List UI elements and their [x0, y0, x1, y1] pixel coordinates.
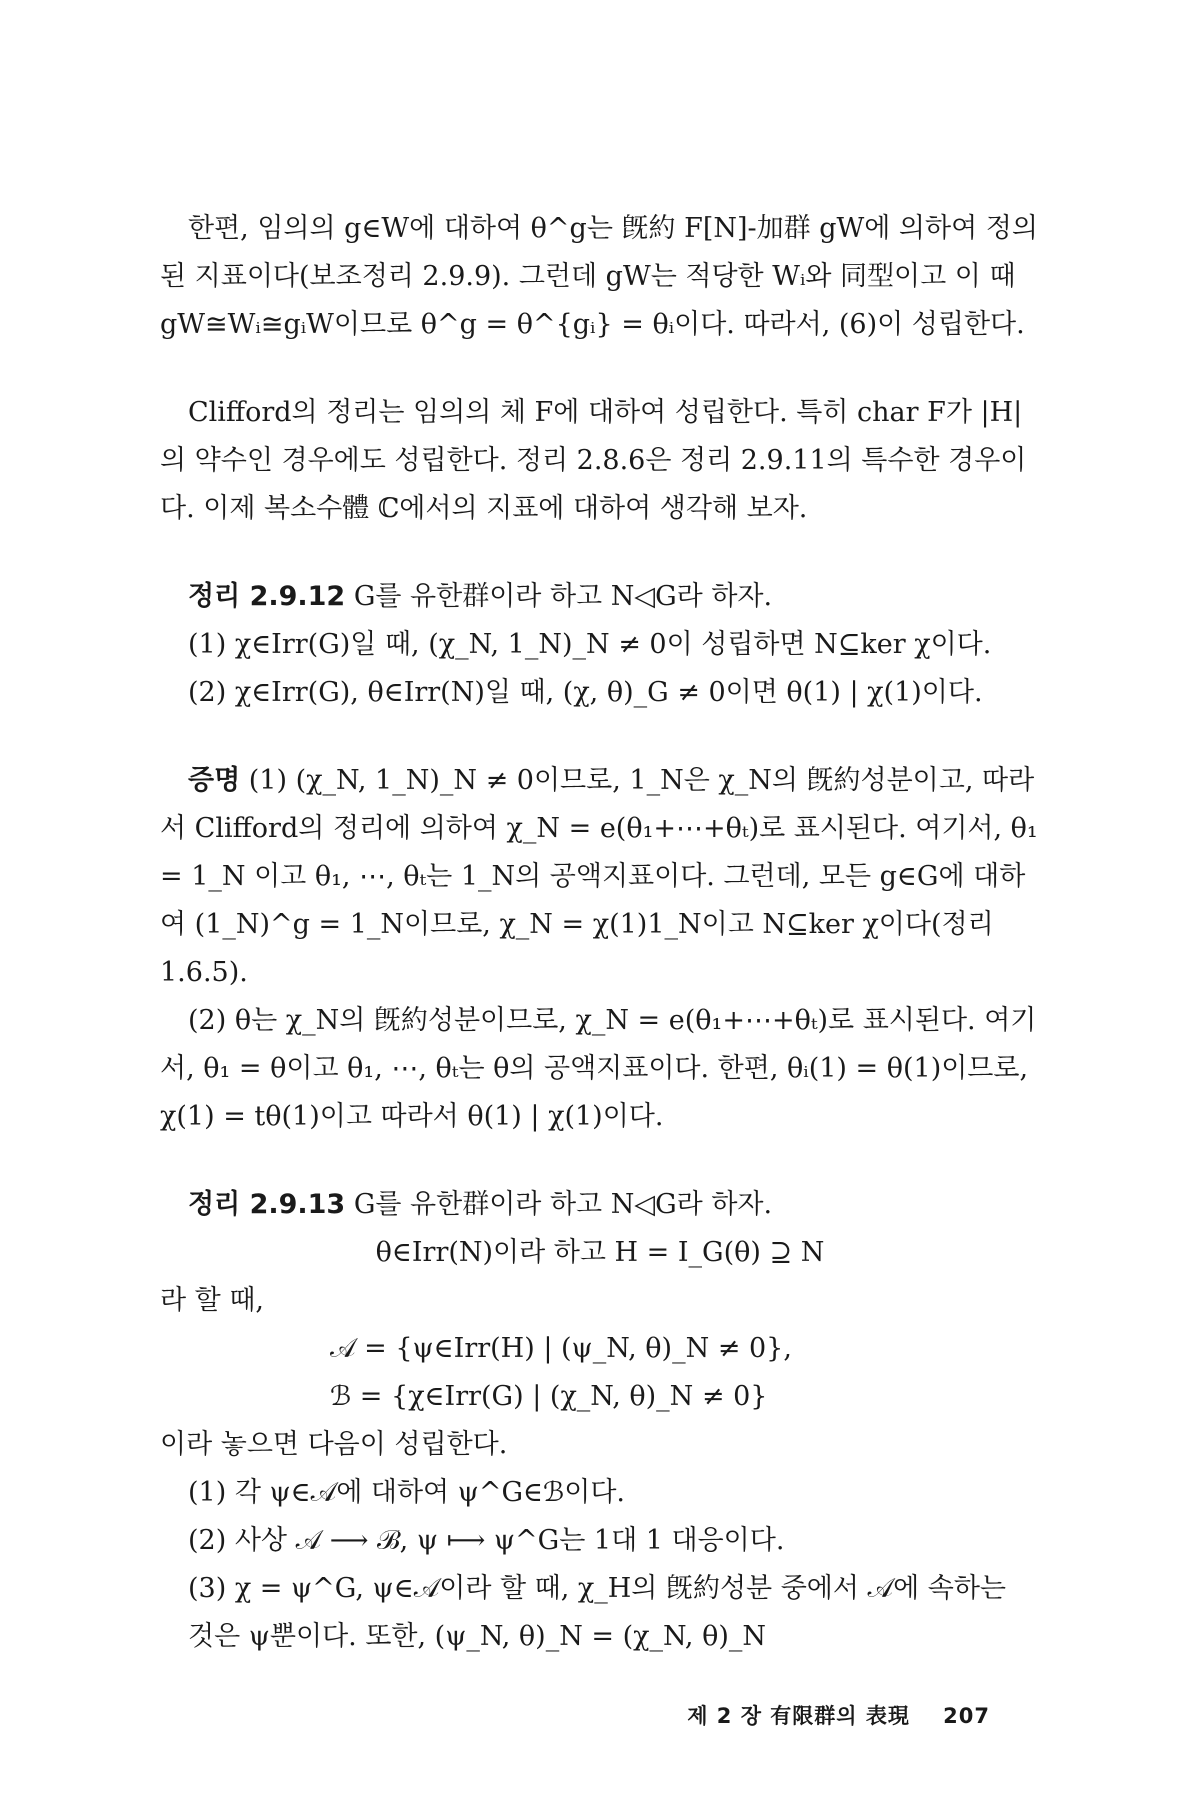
theorem-heading: 정리 2.9.12 — [188, 581, 346, 612]
page-body — [160, 205, 1040, 1661]
then-clause: 이라 놓으면 다음이 성립한다. — [160, 1429, 508, 1460]
page-number: 207 — [943, 1704, 990, 1728]
proof-part-1: (1) (χ_N, 1_N)_N ≠ 0이므로, 1_N은 χ_N의 旣約성분이고, 따라서 Clifford의 정리에 의하여 χ_N = e(θ₁+⋯+θₜ)로 표시된다. 여기서, θ₁ = 1_N 이고 θ₁, ⋯, θₜ는 1_N의 공액지표이다. 그런데, 모든 g∈G에 대하여 (1_N)^g = 1_N이므로, χ_N = χ(1)1_N이고 N⊆ker χ이다(정리 1.6.5). — [160, 765, 1038, 988]
when-clause: 라 할 때, — [160, 1285, 264, 1316]
theorem-statement: G를 유한群이라 하고 N◁G라 하자. — [353, 581, 773, 612]
theorem-item-1: (1) χ∈Irr(G)일 때, (χ_N, 1_N)_N ≠ 0이 성립하면 N⊆ker χ이다. — [188, 629, 992, 660]
chapter-title: 제 2 장 有限群의 表現 — [687, 1704, 910, 1728]
proof-heading: 증명 — [188, 765, 241, 796]
proof — [160, 757, 1040, 1141]
paragraph-2: Clifford의 정리는 임의의 체 F에 대하여 성립한다. 특히 char F가 |H|의 약수인 경우에도 성립한다. 정리 2.8.6은 정리 2.9.11의 특수한 경우이다. 이제 복소수體 ℂ에서의 지표에 대하여 생각해 보자. — [160, 397, 1027, 524]
theorem-item-2: (2) 사상 𝒜 ⟶ ℬ, ψ ⟼ ψ^G는 1대 1 대응이다. — [188, 1525, 785, 1556]
set-a-definition: 𝒜 = {ψ∈Irr(H) | (ψ_N, θ)_N ≠ 0}, — [330, 1333, 792, 1364]
display-equation: θ∈Irr(N)이라 하고 H = I_G(θ) ⊇ N — [375, 1237, 825, 1268]
theorem-2-9-13 — [160, 1181, 1040, 1661]
theorem-heading: 정리 2.9.13 — [188, 1189, 346, 1220]
theorem-statement: G를 유한群이라 하고 N◁G라 하자. — [353, 1189, 773, 1220]
proof-part-2: (2) θ는 χ_N의 旣約성분이므로, χ_N = e(θ₁+⋯+θₜ)로 표시된다. 여기서, θ₁ = θ이고 θ₁, ⋯, θₜ는 θ의 공액지표이다. 한편, θᵢ(1) = θ(1)이므로, χ(1) = tθ(1)이고 따라서 θ(1) | χ(1)이다. — [160, 1005, 1037, 1132]
theorem-2-9-12 — [160, 573, 1040, 717]
theorem-item-1: (1) 각 ψ∈𝒜에 대하여 ψ^G∈ℬ이다. — [188, 1477, 626, 1508]
paragraph-1: 한편, 임의의 g∈W에 대하여 θ^g는 旣約 F[N]-加群 gW에 의하여 정의된 지표이다(보조정리 2.9.9). 그런데 gW는 적당한 Wᵢ와 同型이고 이 때 gW≅Wᵢ≅gᵢW이므로 θ^g = θ^{gᵢ} = θᵢ이다. 따라서, (6)이 성립한다. — [160, 213, 1038, 340]
theorem-item-3: (3) χ = ψ^G, ψ∈𝒜이라 할 때, χ_H의 旣約성분 중에서 𝒜에 속하는 것은 ψ뿐이다. 또한, (ψ_N, θ)_N = (χ_N, θ)_N — [188, 1573, 1007, 1652]
theorem-item-2: (2) χ∈Irr(G), θ∈Irr(N)일 때, (χ, θ)_G ≠ 0이면 θ(1) | χ(1)이다. — [188, 677, 983, 708]
set-b-definition: ℬ = {χ∈Irr(G) | (χ_N, θ)_N ≠ 0} — [330, 1381, 768, 1412]
page-footer — [687, 1700, 990, 1730]
